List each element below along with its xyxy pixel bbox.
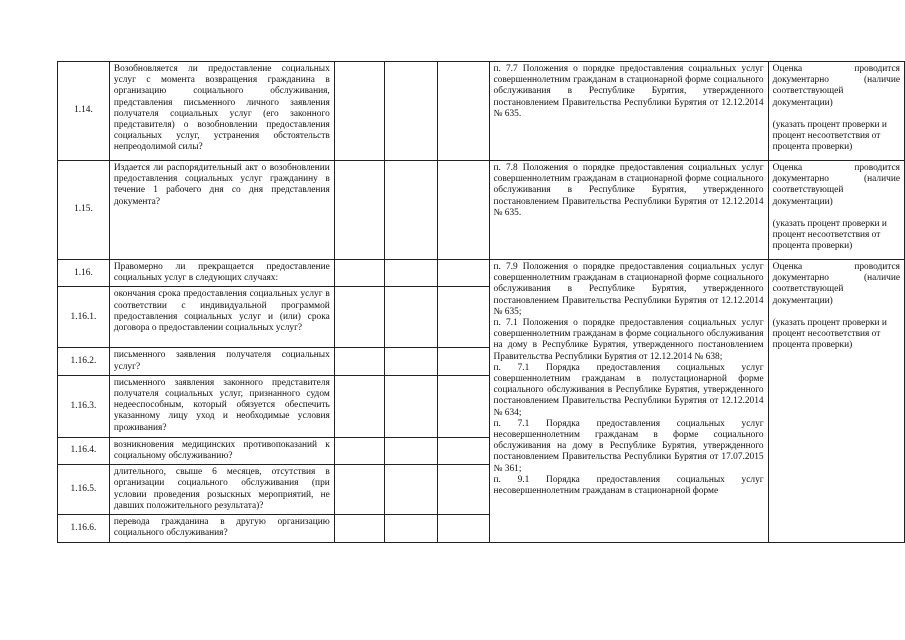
legal-reference: п. 7.7 Положения о порядке предоставления социальных услуг совершеннолетним гражданам в стационарной форме социального обслуживания в Республике Бурятия, утвержденного постановлением Правительства Республики Бурятия от 12.12.2014 № 635. (489, 62, 768, 161)
table-row (58, 161, 905, 260)
empty-cell (385, 287, 438, 348)
assessment-instruction: (указать процент проверки и процент несоответствия от процента проверки) (772, 119, 887, 153)
row-number: 1.14. (58, 62, 110, 161)
empty-cell (385, 515, 438, 542)
empty-cell (438, 465, 489, 515)
row-number: 1.16.1. (58, 287, 110, 348)
row-number: 1.16.4. (58, 437, 110, 464)
empty-cell (334, 260, 384, 287)
empty-cell (385, 348, 438, 375)
empty-cell (438, 62, 489, 161)
assessment-method (768, 62, 904, 161)
empty-cell (438, 437, 489, 464)
row-number: 1.16.5. (58, 465, 110, 515)
empty-cell (438, 161, 489, 260)
assessment-method (768, 161, 904, 260)
reference-item: п. 7.1 Порядка предоставления социальных услуг совершеннолетним гражданам в полустационарной форме социального обслуживания в Республике Бурятия, утвержденного постановлением Правительства Республики Бурятия от 12.12.2014 № 634; (493, 362, 764, 418)
table-row (58, 62, 905, 161)
empty-cell (334, 465, 384, 515)
empty-cell (385, 161, 438, 260)
legal-reference: п. 7.8 Положения о порядке предоставления социальных услуг совершеннолетним гражданам в стационарной форме социального обслуживания в Республике Бурятия, утвержденного постановлением Правительства Республики Бурятия от 12.12.2014 № 635. (489, 161, 768, 260)
empty-cell (334, 437, 384, 464)
empty-cell (438, 260, 489, 287)
assessment-note: Оценка проводится документарно (наличие соответствующей документации) (772, 64, 900, 108)
empty-cell (438, 515, 489, 542)
empty-cell (334, 62, 384, 161)
assessment-instruction: (указать процент проверки и процент несоответствия от процента проверки) (772, 218, 887, 252)
question-text: возникновения медицинских противопоказаний к социальному обслуживанию? (109, 437, 334, 464)
question-text: письменного заявления получателя социальных услуг? (109, 348, 334, 375)
question-text: длительного, свыше 6 месяцев, отсутствия в организации социального обслуживания (при условии проведения розыскных мероприятий, не давших положительного результата)? (109, 465, 334, 515)
reference-item: п. 9.1 Порядка предоставления социальных услуг несовершеннолетним гражданам в стационарной форме (493, 474, 764, 497)
question-text: письменного заявления законного представителя получателя социальных услуг, признанного судом недееспособным, который обязуется обеспечить указанному лицу уход и необходимые условия проживания? (109, 375, 334, 437)
empty-cell (334, 515, 384, 542)
empty-cell (334, 287, 384, 348)
question-text: окончания срока предоставления социальных услуг в соответствии с индивидуальной программой предоставления социальных услуг и (или) срока договора о предоставлении социальных услуг? (109, 287, 334, 348)
legal-reference (489, 260, 768, 543)
assessment-note: Оценка проводится документарно (наличие соответствующей документации) (772, 262, 900, 306)
empty-cell (438, 348, 489, 375)
empty-cell (438, 375, 489, 437)
empty-cell (385, 260, 438, 287)
empty-cell (385, 375, 438, 437)
empty-cell (438, 287, 489, 348)
empty-cell (385, 437, 438, 464)
reference-item: п. 7.1 Положения о порядке предоставления социальных услуг совершеннолетним гражданам в форме социального обслуживания на дому в Республике Бурятия, утвержденного постановлением Правительства Республики Бурятия от 12.12.2014 № 638; (493, 318, 764, 362)
empty-cell (334, 161, 384, 260)
empty-cell (334, 375, 384, 437)
row-number: 1.16.3. (58, 375, 110, 437)
empty-cell (385, 62, 438, 161)
empty-cell (385, 465, 438, 515)
reference-item: п. 7.9 Положения о порядке предоставления социальных услуг совершеннолетним гражданам в стационарной форме социального обслуживания в Республике Бурятия, утвержденного постановлением Правительства Республики Бурятия от 12.12.2014 № 635; (493, 262, 764, 317)
row-number: 1.16. (58, 260, 110, 287)
question-text: Возобновляется ли предоставление социальных услуг с момента возвращения гражданина в организацию социального обслуживания, представления письменного личного заявления получателя социальных услуг (его законного представителя) о возобновлении предоставления социальных услуг, устранения обстоятельств непреодолимой силы? (109, 62, 334, 161)
question-text: Правомерно ли прекращается предоставление социальных услуг в следующих случаях: (109, 260, 334, 287)
question-text: перевода гражданина в другую организацию социального обслуживания? (109, 515, 334, 542)
row-number: 1.16.6. (58, 515, 110, 542)
row-number: 1.16.2. (58, 348, 110, 375)
question-text: Издается ли распорядительный акт о возобновлении предоставления социальных услуг гражданину в течение 1 рабочего дня со дня представления документа? (109, 161, 334, 260)
empty-cell (334, 348, 384, 375)
assessment-instruction: (указать процент проверки и процент несоответствия от процента проверки) (772, 317, 887, 351)
assessment-method (768, 260, 904, 543)
assessment-note: Оценка проводится документарно (наличие соответствующей документации) (772, 163, 900, 207)
checklist-table (57, 61, 905, 543)
row-number: 1.15. (58, 161, 110, 260)
reference-item: п. 7.1 Порядка предоставления социальных услуг несовершеннолетним гражданам в форме социального обслуживания на дому в Республике Бурятия, утвержденного постановлением Правительства Республики Бурятия от 17.07.2015 № 361; (493, 418, 764, 474)
table-row (58, 260, 905, 287)
